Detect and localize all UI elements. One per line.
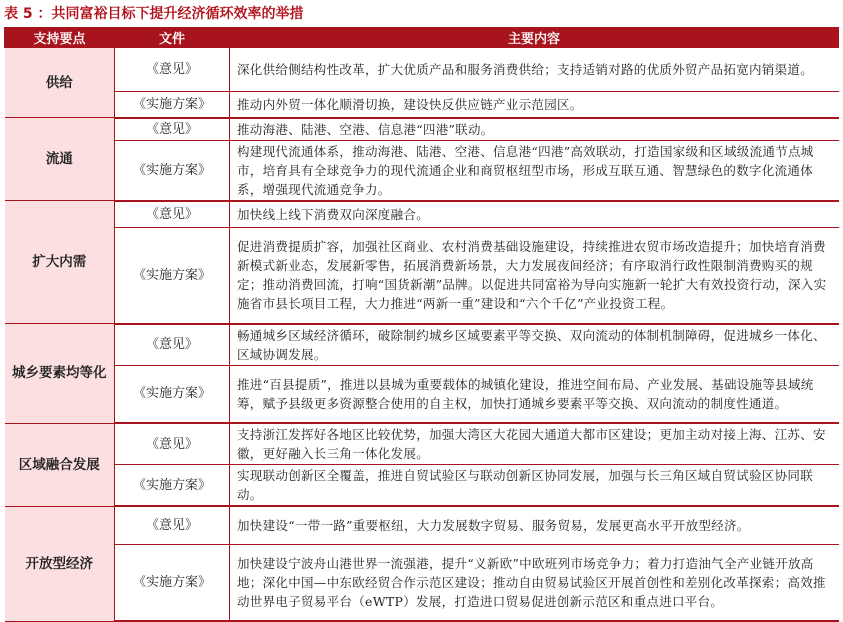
file-cell: 《意见》 — [115, 324, 230, 366]
header-key: 支持要点 — [5, 28, 115, 48]
content-cell: 加快建设“一带一路”重要枢纽，大力发展数字贸易、服务贸易，发展更高水平开放型经济。 — [230, 506, 839, 544]
table-row — [5, 365, 839, 423]
table-row — [5, 506, 839, 544]
file-cell: 《意见》 — [115, 423, 230, 465]
table-title: 表 5 ：共同富裕目标下提升经济循环效率的举措 — [4, 6, 304, 22]
table-row — [5, 201, 839, 228]
content-cell: 畅通城乡区域经济循环，破除制约城乡区域要素平等交换、双向流动的体制机制障碍，促进城乡一体化、区域协调发展。 — [230, 324, 839, 366]
measures-table — [4, 27, 839, 622]
content-cell: 实现联动创新区全覆盖，推进自贸试验区与联动创新区协同发展，加强与长三角区域自贸试验区协同联动。 — [230, 465, 839, 507]
file-cell: 《意见》 — [115, 201, 230, 228]
file-cell: 《实施方案》 — [115, 544, 230, 621]
content-cell: 推动内外贸一体化顺滑切换，建设快反供应链产业示范园区。 — [230, 92, 839, 118]
key-cell: 供给 — [5, 48, 115, 118]
table-row — [5, 423, 839, 465]
key-cell: 流通 — [5, 118, 115, 201]
key-cell: 扩大内需 — [5, 201, 115, 324]
key-cell: 区域融合发展 — [5, 423, 115, 506]
content-cell: 促进消费提质扩容，加强社区商业、农村消费基础设施建设，持续推进农贸市场改造提升；加快培育消费新模式新业态，发展新零售，拓展消费新场景，大力发展夜间经济；有序取消行政性限制消费购买的规定；推动消费回流，打响“国货新潮”品牌。以促进共同富裕为导向实施新一轮扩大有效投资行动，深入实施省市县长项目工程，大力推进“两新一重”建设和“六个千亿”产业投资工程。 — [230, 228, 839, 324]
table-row — [5, 92, 839, 118]
table-row — [5, 544, 839, 621]
header-content: 主要内容 — [230, 28, 839, 48]
file-cell: 《实施方案》 — [115, 365, 230, 423]
table-row — [5, 48, 839, 92]
header-file: 文件 — [115, 28, 230, 48]
content-cell: 推进“百县提质”，推进以县城为重要载体的城镇化建设，推进空间布局、产业发展、基础设施等县域统筹，赋予县级更多资源整合使用的自主权，加快打通城乡要素平等交换、双向流动的制度性通道。 — [230, 365, 839, 423]
table-row — [5, 118, 839, 141]
content-cell: 支持浙江发挥好各地区比较优势，加强大湾区大花园大通道大都市区建设；更加主动对接上海、江苏、安徽，更好融入长三角一体化发展。 — [230, 423, 839, 465]
table-row — [5, 228, 839, 324]
file-cell: 《意见》 — [115, 506, 230, 544]
file-cell: 《实施方案》 — [115, 92, 230, 118]
content-cell: 加快建设宁波舟山港世界一流强港，提升“义新欧”中欧班列市场竞争力；着力打造油气全产业链开放高地；深化中国—中东欧经贸合作示范区建设；推动自由贸易试验区开展首创性和差别化改革探索；高效推动世界电子贸易平台（eWTP）发展，打造进口贸易促进创新示范区和重点进口平台。 — [230, 544, 839, 621]
file-cell: 《实施方案》 — [115, 228, 230, 324]
table-row — [5, 465, 839, 507]
content-cell: 构建现代流通体系，推动海港、陆港、空港、信息港“四港”高效联动，打造国家级和区域级流通节点城市，培育具有全球竞争力的现代流通企业和商贸枢纽型市场，形成互联互通、智慧绿色的数字化流通体系，增强现代流通竞争力。 — [230, 140, 839, 201]
file-cell: 《意见》 — [115, 48, 230, 92]
file-cell: 《实施方案》 — [115, 140, 230, 201]
table-row — [5, 140, 839, 201]
header-row — [5, 28, 839, 48]
key-cell: 开放型经济 — [5, 506, 115, 621]
file-cell: 《意见》 — [115, 118, 230, 141]
key-cell: 城乡要素均等化 — [5, 324, 115, 424]
content-cell: 加快线上线下消费双向深度融合。 — [230, 201, 839, 228]
content-cell: 深化供给侧结构性改革，扩大优质产品和服务消费供给；支持适销对路的优质外贸产品拓宽内销渠道。 — [230, 48, 839, 92]
table-row — [5, 324, 839, 366]
content-cell: 推动海港、陆港、空港、信息港“四港”联动。 — [230, 118, 839, 141]
file-cell: 《实施方案》 — [115, 465, 230, 507]
